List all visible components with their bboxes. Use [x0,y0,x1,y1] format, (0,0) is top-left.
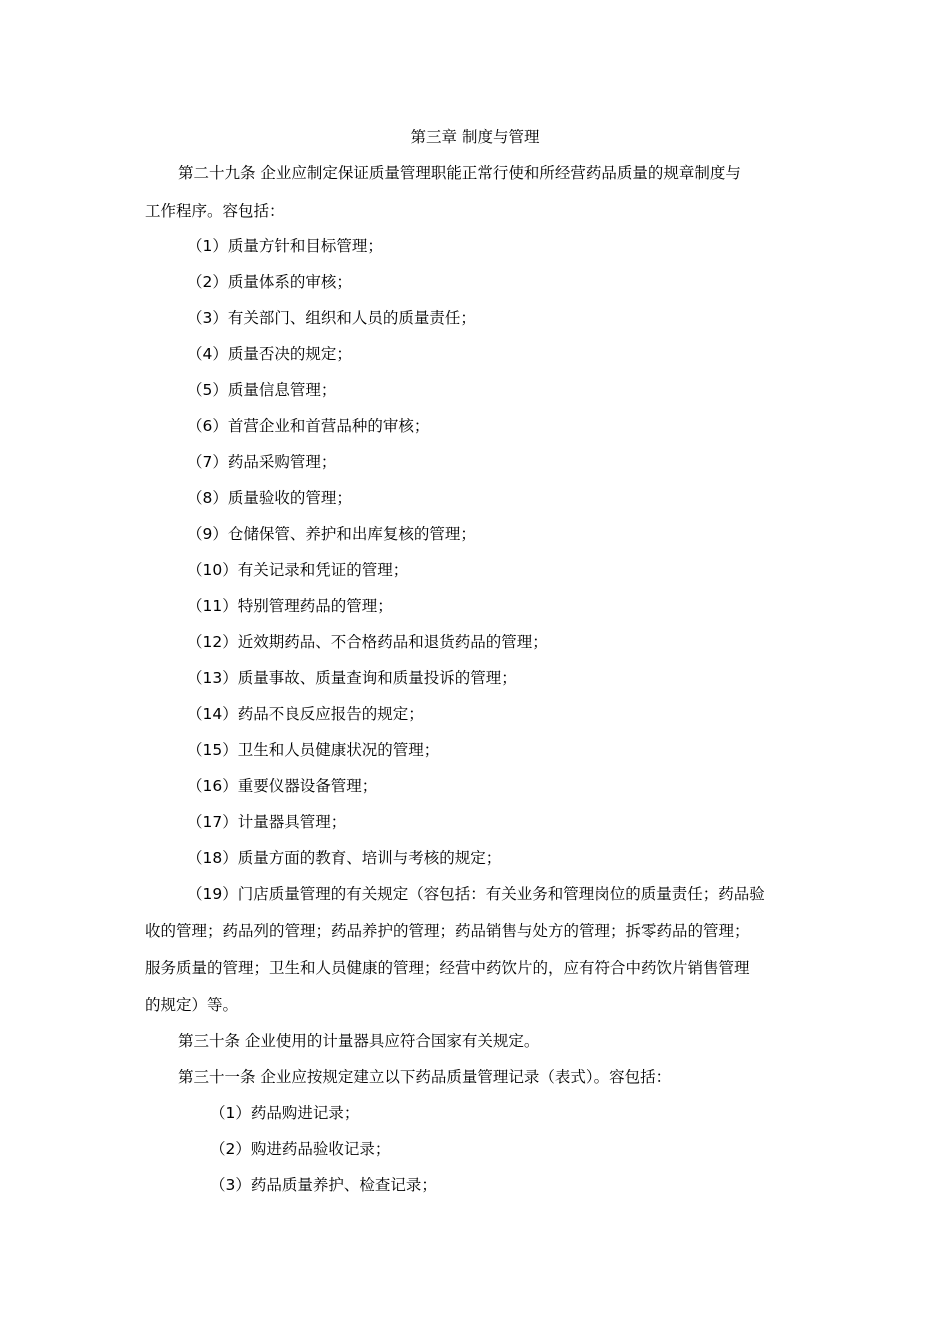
list-item: （18）质量方面的教育、培训与考核的规定； [187,849,502,867]
list-item: （1）质量方针和目标管理； [187,237,383,255]
list-item: （3）有关部门、组织和人员的质量责任； [187,309,476,327]
list-item: （2）质量体系的审核； [187,273,352,291]
item-19-line-2: 收的管理；药品列的管理；药品养护的管理；药品销售与处方的管理；拆零药品的管理； [145,922,750,940]
list-item: （16）重要仪器设备管理； [187,777,378,795]
article-29-line-2: 工作程序。容包括： [145,202,285,220]
list-item: （6）首营企业和首营品种的审核； [187,417,430,435]
chapter-title: 第三章 制度与管理 [410,128,540,146]
item-19-line-4: 的规定）等。 [145,996,239,1014]
list-item: （15）卫生和人员健康状况的管理； [187,741,440,759]
item-19-line-1: （19）门店质量管理的有关规定（容包括：有关业务和管理岗位的质量责任；药品验 [187,885,765,903]
list-item: （17）计量器具管理； [187,813,347,831]
list-item: （8）质量验收的管理； [187,489,352,507]
list-item: （9）仓储保管、养护和出库复核的管理； [187,525,476,543]
article-29-line-1: 第二十九条 企业应制定保证质量管理职能正常行使和所经营药品质量的规章制度与 [178,164,741,182]
list-item: （5）质量信息管理； [187,381,337,399]
article-30: 第三十条 企业使用的计量器具应符合国家有关规定。 [178,1032,540,1050]
list-item: （13）质量事故、质量查询和质量投诉的管理； [187,669,517,687]
article-31: 第三十一条 企业应按规定建立以下药品质量管理记录（表式）。容包括： [178,1068,672,1086]
list-item: （12）近效期药品、不合格药品和退货药品的管理； [187,633,548,651]
list-item: （4）质量否决的规定； [187,345,352,363]
item-19-line-3: 服务质量的管理；卫生和人员健康的管理；经营中药饮片的，应有符合中药饮片销售管理 [145,959,750,977]
list-item: （14）药品不良反应报告的规定； [187,705,424,723]
list-item: （3）药品质量养护、检查记录； [210,1176,437,1194]
list-item: （1）药品购进记录； [210,1104,360,1122]
list-item: （11）特别管理药品的管理； [187,597,393,615]
list-item: （7）药品采购管理； [187,453,337,471]
list-item: （10）有关记录和凭证的管理； [187,561,409,579]
list-item: （2）购进药品验收记录； [210,1140,391,1158]
